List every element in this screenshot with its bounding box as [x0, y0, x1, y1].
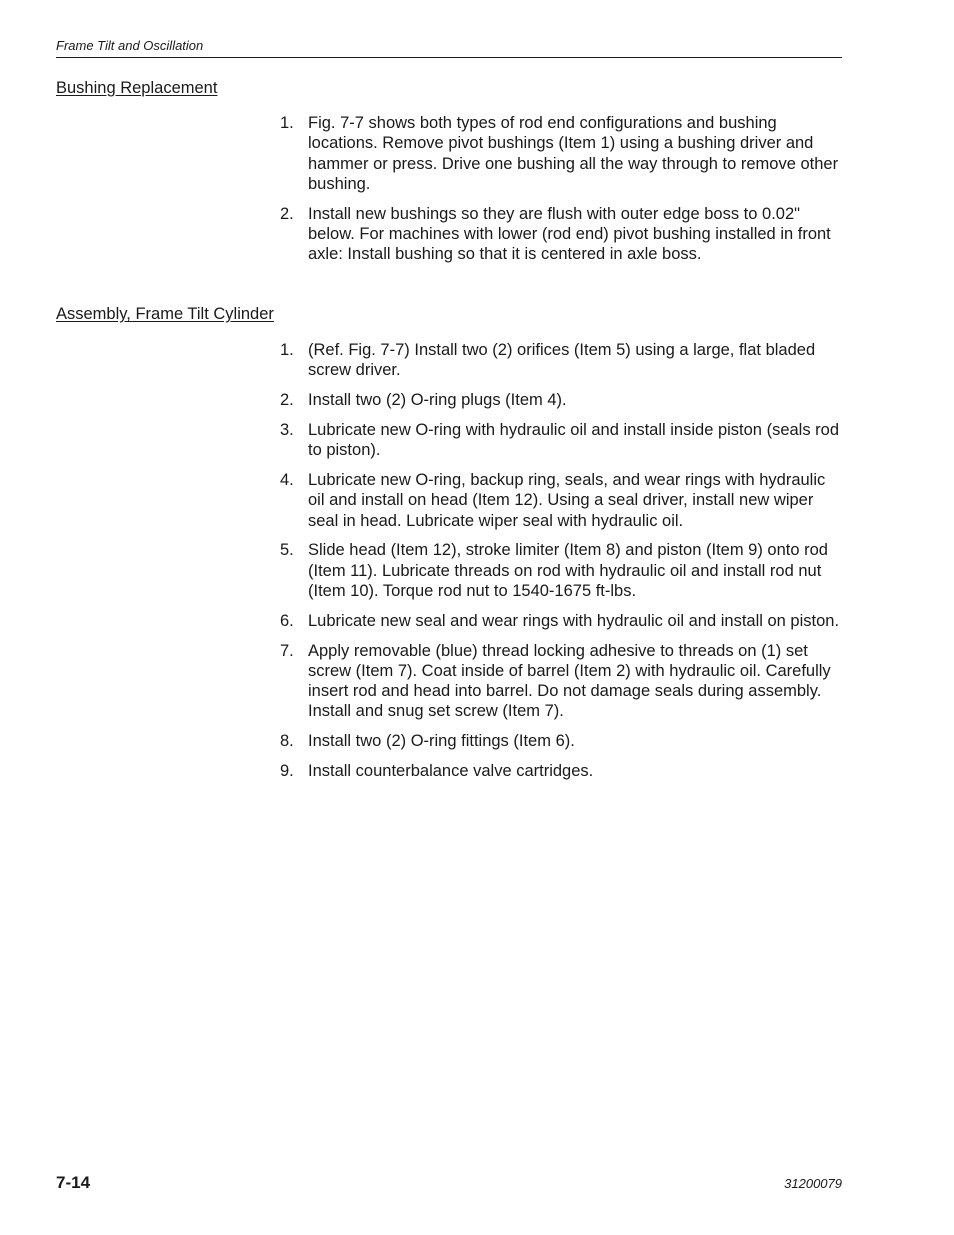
step-number: 5. — [280, 541, 294, 560]
list-item — [280, 731, 842, 751]
header-rule — [56, 57, 842, 58]
step-text: Install two (2) O-ring fittings (Item 6). — [308, 732, 575, 751]
step-text: Install new bushings so they are flush with outer edge boss to 0.02" below. For machines with lower (rod end) pivot bushing installed in front axle: Install bushing so that it is centered in axle boss. — [308, 204, 831, 264]
list-item — [280, 540, 842, 601]
step-number: 4. — [280, 470, 294, 489]
step-text: Install counterbalance valve cartridges. — [308, 762, 594, 781]
step-number: 8. — [280, 732, 294, 751]
step-text: Apply removable (blue) thread locking adhesive to threads on (1) set screw (Item 7). Coat inside of barrel (Item 2) with hydraulic oil. Carefully insert rod and head into barrel. Do not damage seals during assembly. Install and snug set screw (Item 7). — [308, 641, 831, 721]
step-text: Lubricate new O-ring with hydraulic oil and install inside piston (seals rod to piston). — [308, 420, 840, 460]
step-number: 2. — [280, 391, 294, 410]
running-header-title: Frame Tilt and Oscillation — [56, 38, 204, 53]
list-item — [280, 761, 842, 781]
list-item — [280, 390, 842, 410]
step-text: Lubricate new O-ring, backup ring, seals, and wear rings with hydraulic oil and install on head (Item 12). Using a seal driver, install new wiper seal in head. Lubricate wiper seal with hydraulic oil. — [308, 470, 826, 530]
section-heading-bushing-replacement: Bushing Replacement — [56, 79, 218, 97]
document-number: 31200079 — [784, 1176, 842, 1191]
step-text: Lubricate new seal and wear rings with hydraulic oil and install on piston. — [308, 611, 840, 630]
list-item — [280, 204, 842, 265]
list-item — [280, 611, 842, 631]
assembly-steps — [280, 340, 842, 791]
step-number: 3. — [280, 420, 294, 439]
step-number: 9. — [280, 762, 294, 781]
page-number: 7-14 — [56, 1173, 91, 1192]
list-item — [280, 470, 842, 531]
step-number: 1. — [280, 114, 294, 132]
step-number: 2. — [280, 204, 294, 223]
step-text: Fig. 7-7 shows both types of rod end configurations and bushing locations. Remove pivot bushings (Item 1) using a bushing driver and hammer or press. Drive one bushing all the way through to remove other bushing. — [308, 114, 839, 193]
section-heading-assembly-frame-tilt-cylinder: Assembly, Frame Tilt Cylinder — [56, 305, 274, 323]
step-number: 6. — [280, 611, 294, 630]
list-item — [280, 641, 842, 722]
step-text: (Ref. Fig. 7-7) Install two (2) orifices (Item 5) using a large, flat bladed screw driver. — [308, 341, 816, 380]
step-text: Install two (2) O-ring plugs (Item 4). — [308, 391, 567, 410]
step-number: 1. — [280, 341, 294, 359]
step-text: Slide head (Item 12), stroke limiter (Item 8) and piston (Item 9) onto rod (Item 11). Lubricate threads on rod with hydraulic oil and install rod nut (Item 10). Torque rod nut to 1540-1675 ft-lbs. — [308, 541, 828, 600]
step-number: 7. — [280, 641, 294, 660]
bushing-replacement-steps — [280, 113, 842, 274]
list-item — [280, 340, 842, 381]
list-item — [280, 420, 842, 461]
list-item — [280, 113, 842, 194]
